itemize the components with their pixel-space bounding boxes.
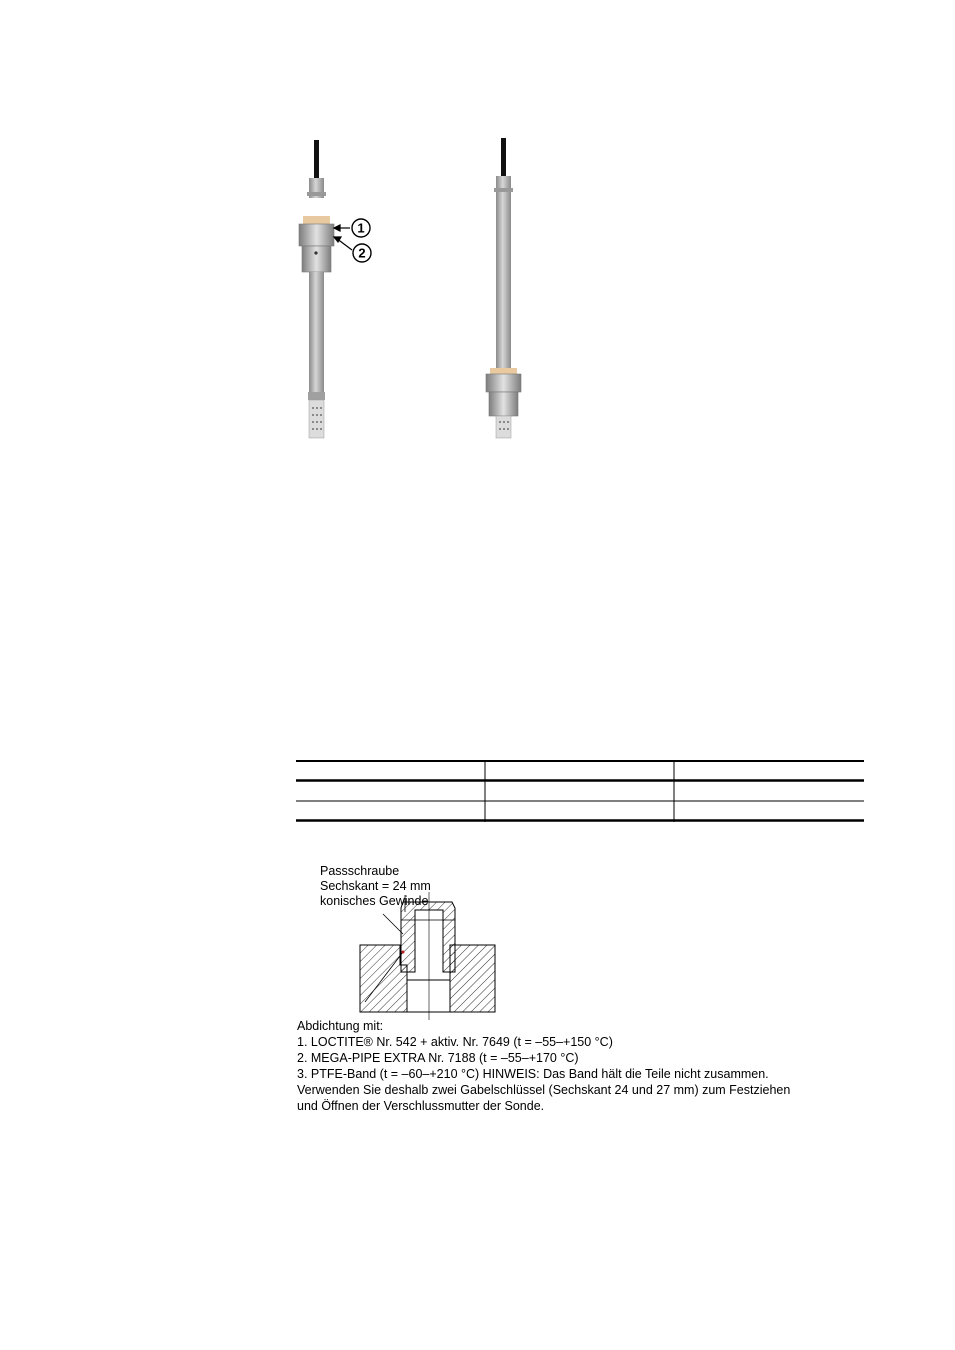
sealing-note-line-2: und Öffnen der Verschlussmutter der Sonde. xyxy=(297,1099,545,1113)
probe-illustrations xyxy=(280,130,580,450)
callout-1-label: 1 xyxy=(357,220,365,236)
callout-arrows xyxy=(334,225,352,250)
fitting-label-line-3: konisches Gewinde xyxy=(320,894,429,908)
fitting-cross-section xyxy=(355,890,505,1025)
sealing-item-3: 3. PTFE-Band (t = –60–+210 °C) HINWEIS: Das Band hält die Teile nicht zusammen. xyxy=(297,1067,769,1081)
callout-2-label: 2 xyxy=(358,245,366,261)
callout-1 xyxy=(352,219,370,237)
sealing-note-line-1: Verwenden Sie deshalb zwei Gabelschlüssel (Sechskant 24 und 27 mm) zum Festziehen xyxy=(297,1083,791,1097)
probe-left xyxy=(299,140,334,438)
data-table xyxy=(296,760,864,822)
probe-right xyxy=(486,138,521,438)
fitting-label-line-2: Sechskant = 24 mm xyxy=(320,879,431,893)
callout-2 xyxy=(353,244,371,262)
sealing-item-2: 2. MEGA-PIPE EXTRA Nr. 7188 (t = –55–+170 °C) xyxy=(297,1051,579,1065)
sealing-item-1: 1. LOCTITE® Nr. 542 + aktiv. Nr. 7649 (t = –55–+150 °C) xyxy=(297,1035,613,1049)
fitting-label-line-1: Passschraube xyxy=(320,864,400,878)
sealing-title: Abdichtung mit: xyxy=(297,1019,384,1033)
